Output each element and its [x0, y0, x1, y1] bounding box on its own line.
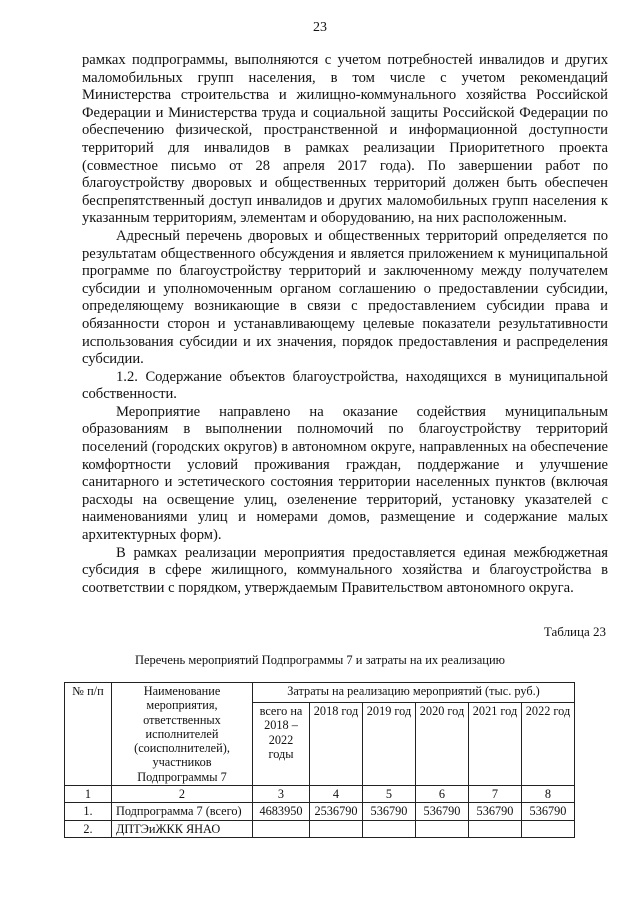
header-name: Наименование мероприятия, ответственных исполнителей (соисполнителей), участников Подпрограммы 7: [112, 683, 253, 786]
costs-table: [64, 682, 575, 838]
table-caption: Перечень мероприятий Подпрограммы 7 и затраты на их реализацию: [134, 653, 506, 667]
header-total: всего на 2018 – 2022 годы: [253, 703, 310, 786]
header-costs: Затраты на реализацию мероприятий (тыс. руб.): [253, 683, 575, 703]
header-year: 2021 год: [469, 703, 522, 786]
paragraph: Мероприятие направлено на оказание содействия муниципальным образованиям в выполнении полномочий по благоустройству территорий поселений (городских округов) в автономном округе, направленных на обеспечение комфортности условий проживания граждан, поддержание и улучшение санитарного и эстетического состояния территории населенных пунктов (включая расходы на освещение улиц, озеленение территорий, установку указателей с наименованиями улиц и номерами домов, размещение и содержание малых архитектурных форм).: [82, 403, 608, 544]
table-label: Таблица 23: [543, 624, 606, 639]
paragraph: рамках подпрограммы, выполняются с учетом потребностей инвалидов и других маломобильных групп населения, в том числе с учетом рекомендаций Министерства строительства и жилищно-коммунального хозяйства Российской Федерации и Министерства труда и социальной защиты Российской Федерации по обеспечению физической, пространственной и информационной доступности территорий для инвалидов в рамках реализации Приоритетного проекта (совместное письмо от 28 апреля 2017 года). По завершении работ по благоустройству дворовых и общественных территорий должен быть обеспечен беспрепятственный доступ инвалидов и других маломобильных групп населения к указанным территориям, элементам и оборудованию, на них расположенным.: [82, 52, 608, 227]
header-num: № п/п: [65, 683, 112, 786]
header-year: 2019 год: [363, 703, 416, 786]
header-year: 2020 год: [416, 703, 469, 786]
table-row: 2. ДПТЭиЖКК ЯНАО: [65, 820, 575, 837]
paragraph: В рамках реализации мероприятия предоставляется единая межбюджетная субсидия в сфере жилищного, коммунального хозяйства и благоустройства в соответствии с порядком, утверждаемым Правительством автономного округа.: [82, 544, 608, 596]
section-heading: 1.2. Содержание объектов благоустройства, находящихся в муниципальной собственности.: [82, 368, 608, 403]
paragraph: Адресный перечень дворовых и общественных территорий определяется по результатам общественного обсуждения и является приложением к муниципальной программе по благоустройству территорий и заключенному между получателем субсидии и уполномоченным органом соглашению о предоставлении субсидии, определяющему возникающие в связи с предоставлением субсидии права и обязанности сторон и устанавливающему целевые показатели результативности использования субсидии и их значения, порядок предоставления и распределения субсидии.: [82, 227, 608, 368]
header-year: 2018 год: [310, 703, 363, 786]
page-number: 23: [313, 20, 327, 35]
index-row: 1 2 3 4 5 6 7 8: [65, 786, 575, 803]
table-row: 1. Подпрограмма 7 (всего) 4683950 2536790 536790 536790 536790 536790: [65, 803, 575, 820]
header-year: 2022 год: [522, 703, 575, 786]
body-text: [82, 52, 608, 597]
